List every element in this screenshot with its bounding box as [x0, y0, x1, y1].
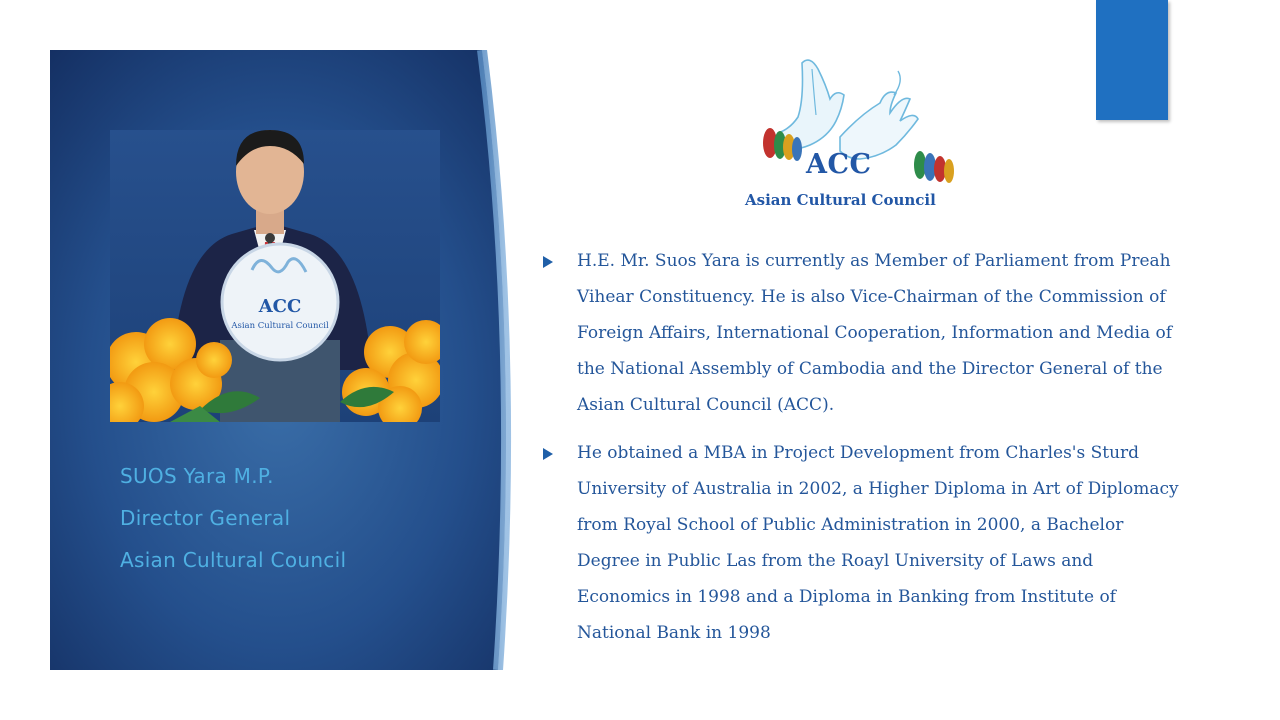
logo-acronym: ACC — [806, 149, 872, 180]
profile-title: Director General — [120, 506, 291, 530]
bio-text-2: He obtained a MBA in Project Development from Charles's Sturd University of Australia in 2002, a Higher Diploma in Art of Diplomacy from Royal School of Public Administration in 2000, a Bachelor Degree in Public Las from the Roayl University of Laws and Economics in 1998 and a Diploma in Banking from Institute of National Bank in 1998 — [577, 443, 1179, 643]
logo-org-name: Asian Cultural Council — [745, 191, 936, 209]
accent-bar — [1096, 0, 1168, 120]
bio-item — [540, 243, 1180, 423]
profile-panel — [50, 50, 515, 670]
bio-list — [540, 243, 1180, 663]
profile-caption — [120, 455, 346, 581]
bio-item — [540, 435, 1180, 651]
bullet-arrow-icon — [543, 256, 553, 268]
acc-logo — [740, 55, 970, 215]
profile-organization: Asian Cultural Council — [120, 548, 347, 572]
profile-name: SUOS Yara M.P. — [120, 464, 274, 488]
podium-org-name: Asian Cultural Council — [231, 321, 329, 331]
bio-text-1: H.E. Mr. Suos Yara is currently as Member of Parliament from Preah Vihear Constituency. He is also Vice-Chairman of the Commission of Foreign Affairs, International Cooperation, Information and Media of the National Assembly of Cambodia and the Director General of the Asian Cultural Council (ACC). — [577, 251, 1173, 415]
speaker-photo — [110, 130, 440, 422]
bullet-arrow-icon — [543, 448, 553, 460]
podium-acronym: ACC — [258, 296, 302, 317]
